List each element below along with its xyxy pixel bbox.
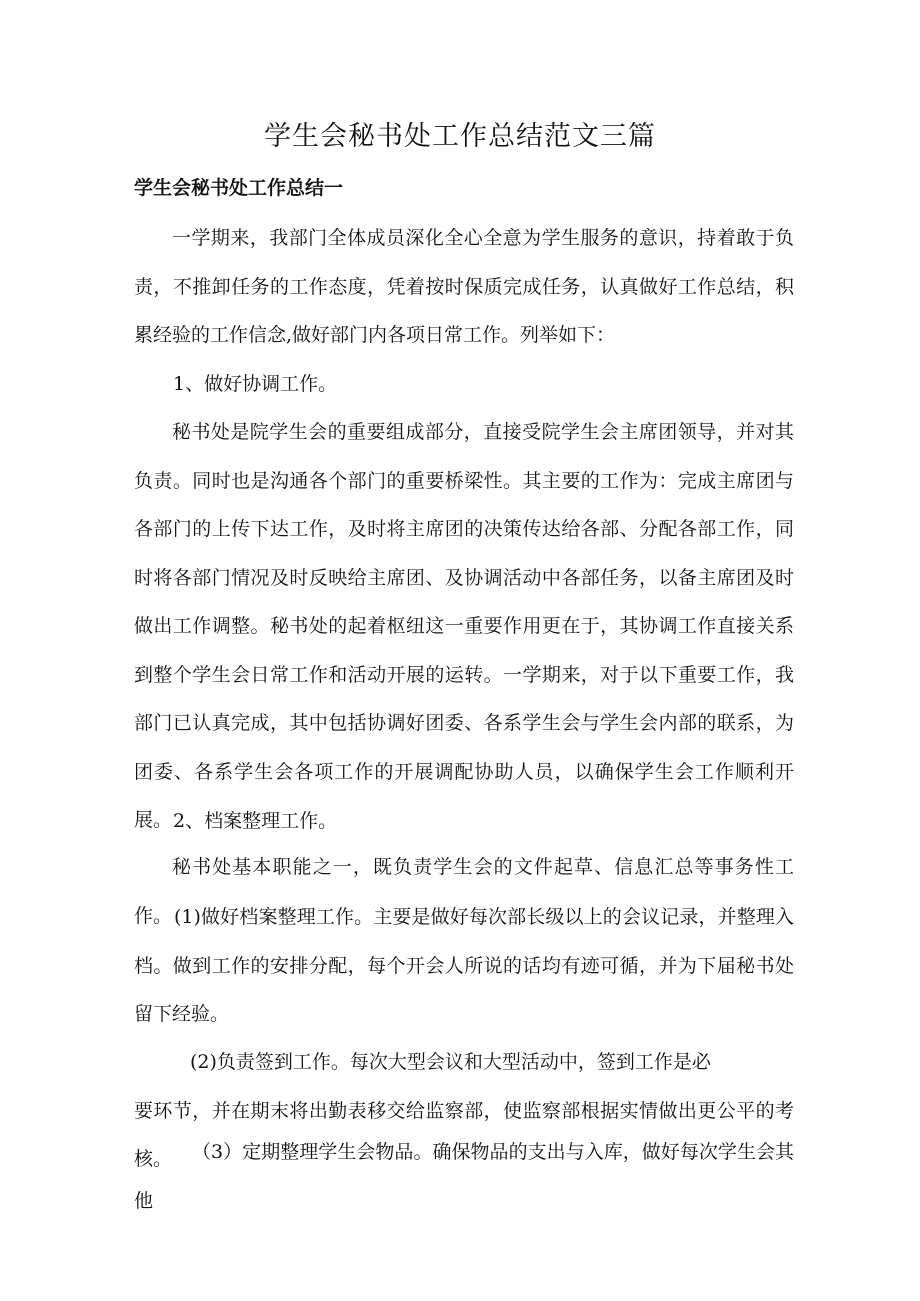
item1-heading: 1、做好协调工作。 <box>173 373 338 395</box>
sub-item-2-line-2: 要环节，并在期末将出勤表移交给监察部，使监察部根据实情做出更公平的考核。 <box>134 1099 794 1170</box>
item1-body-paragraph: 秘书处是院学生会的重要组成部分，直接受院学生会主席团领导，并对其负责。同时也是沟通各个部门的重要桥梁性。其主要的工作为：完成主席团与各部门的上传下达工作，及时将主席团的决策传达给各部、分配各部工作，同时将各部门情况及时反映给主席团、及协调活动中各部任务，以备主席团及时做出工作调整。秘书处的起着枢纽这一重要作用更在于，其协调工作直接关系到整个学生会日常工作和活动开展的运转。一学期来，对于以下重要工作，我部门已认真完成，其中包括协调好团委、各系学生会与学生会内部的联系，为团委、各系学生会各项工作的开展调配协助人员，以确保学生会工作顺利开展。 <box>134 421 794 831</box>
sub-item-3-paragraph: （3）定期整理学生会物品。确保物品的支出与入库，做好每次学生会其他 <box>134 1141 794 1212</box>
sub-item-2-line-1: (2)负责签到工作。每次大型会议和大型活动中，签到工作是必 <box>190 1051 711 1073</box>
sub-item-1-paragraph: (1)做好档案整理工作。主要是做好每次部长级以上的会议记录，并整理入档。做到工作的安排分配，每个开会人所说的话均有迹可循，并为下届秘书处留下经验。 <box>134 906 794 1025</box>
intro-paragraph: 一学期来，我部门全体成员深化全心全意为学生服务的意识，持着敢于负责，不推卸任务的工作态度，凭着按时保质完成任务，认真做好工作总结，积累经验的工作信念,做好部门内各项日常工作。列举如下： <box>134 227 794 346</box>
item2-heading: 2、档案整理工作。 <box>173 810 338 832</box>
section-heading: 学生会秘书处工作总结一 <box>134 177 344 199</box>
item2-body-paragraph: 秘书处基本职能之一，既负责学生会的文件起草、信息汇总等事务性工作。 <box>134 856 794 927</box>
document-title: 学生会秘书处工作总结范文三篇 <box>264 121 656 152</box>
